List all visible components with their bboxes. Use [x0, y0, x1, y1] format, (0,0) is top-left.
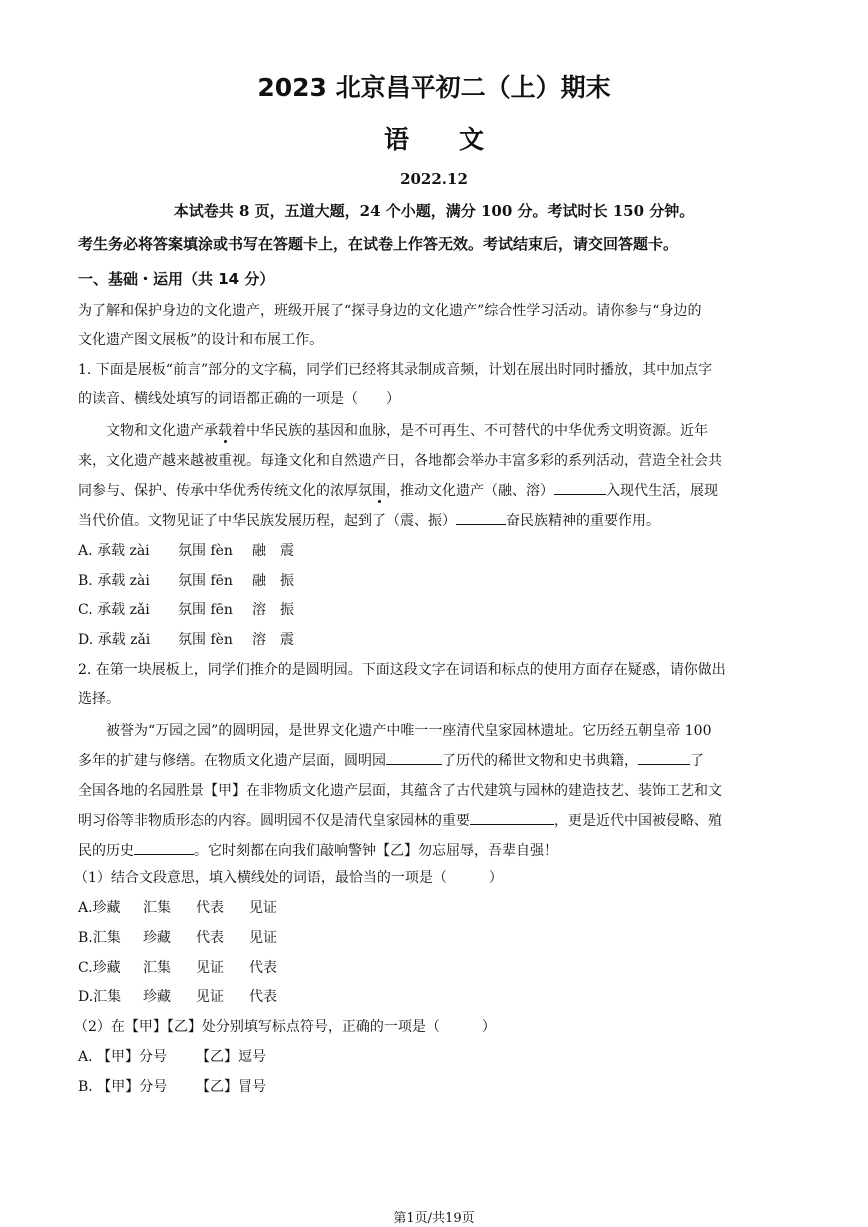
q2-sub2-stem: （2）在【甲】【乙】处分别填写标点符号，正确的一项是（ ）	[74, 1019, 496, 1035]
page-number: 第1页/共19页	[393, 1211, 475, 1226]
q2-sub1-stem: （1）结合文段意思，填入横线处的词语，最恰当的一项是（ ）	[74, 870, 503, 886]
q2-sub1-option-b[interactable]: B.汇集 珍藏 代表 见证	[78, 930, 277, 946]
q1-option-c[interactable]: C. 承载 zǎi 氛围 fēn 溶 振	[78, 602, 294, 618]
dotted-char: 载	[218, 423, 232, 439]
question-1-passage: 文物和文化遗产承载着中华民族的基因和血脉，是不可再生、不可替代的中华优秀文明资源。近年 来，文化遗产越来越被重视。每逢文化和自然遗产日，各地都会举办丰富多彩的系列活动，营造全社会共 同参与、保护、传承中华优秀传统文化的浓厚氛围，推动文化遗产（融、溶） 入现代生活，展现 当代价值。文物见证了中华民族发展历程，起到了（震、振） 奋民族精神的重要作用。	[78, 423, 722, 529]
section-heading: 一、基础・运用（共 14 分）	[78, 270, 275, 288]
question-1-stem: 1. 下面是展板“前言”部分的文字稿，同学们已经将其录制成音频，计划在展出时同时播放，其中加点字 的读音、横线处填写的词语都正确的一项是（ ）	[78, 362, 713, 407]
exam-info-line-2: 考生务必将答案填涂或书写在答题卡上，在试卷上作答无效。考试结束后，请交回答题卡。	[78, 235, 679, 253]
subject-title: 语 文	[383, 125, 484, 154]
q2-sub2-option-a[interactable]: A. 【甲】分号 【乙】逗号	[78, 1049, 266, 1065]
exam-title: 2023 北京昌平初二（上）期末	[257, 73, 611, 102]
exam-date: 2022.12	[400, 170, 468, 188]
answer-blank	[470, 810, 554, 825]
answer-blank	[134, 840, 194, 855]
q1-option-a[interactable]: A. 承载 zài 氛围 fèn 融 震	[78, 543, 294, 559]
q2-sub1-option-d[interactable]: D.汇集 珍藏 见证 代表	[78, 989, 277, 1005]
question-2-passage: 被誉为“万园之园”的圆明园，是世界文化遗产中唯一一座清代皇家园林遗址。它历经五朝皇帝 100 多年的扩建与修缮。在物质文化遗产层面，圆明园 了历代的稀世文物和史书典籍， 了 全国各地的名园胜景【甲】在非物质文化遗产层面，其蕴含了古代建筑与园林的建造技艺、装饰工艺和文 明习俗等非物质形态的内容。圆明园不仅是清代皇家园林的重要 ，更是近代中国被侵略、殖 民的历史 。它时刻都在向我们敲响警钟【乙】勿忘屈辱，吾辈自强！	[78, 723, 722, 859]
answer-blank	[638, 750, 690, 765]
q1-option-b[interactable]: B. 承载 zài 氛围 fēn 融 振	[78, 573, 294, 589]
answer-blank	[386, 750, 442, 765]
answer-blank	[456, 510, 506, 525]
section-intro: 为了解和保护身边的文化遗产，班级开展了“探寻身边的文化遗产”综合性学习活动。请你参与“身边的 文化遗产图文展板”的设计和布展工作。	[78, 303, 702, 348]
dotted-char: 围	[372, 483, 386, 499]
q1-option-d[interactable]: D. 承载 zǎi 氛围 fèn 溶 震	[78, 632, 294, 648]
question-2-stem: 2. 在第一块展板上，同学们推介的是圆明园。下面这段文字在词语和标点的使用方面存在疑惑，请你做出 选择。	[78, 662, 726, 707]
q2-sub1-option-a[interactable]: A.珍藏 汇集 代表 见证	[78, 900, 277, 916]
q2-sub1-option-c[interactable]: C.珍藏 汇集 见证 代表	[78, 960, 277, 976]
answer-blank	[554, 480, 606, 495]
q2-sub2-option-b[interactable]: B. 【甲】分号 【乙】冒号	[78, 1079, 266, 1095]
exam-info-line-1: 本试卷共 8 页，五道大题，24 个小题，满分 100 分。考试时长 150 分钟。	[173, 202, 695, 220]
